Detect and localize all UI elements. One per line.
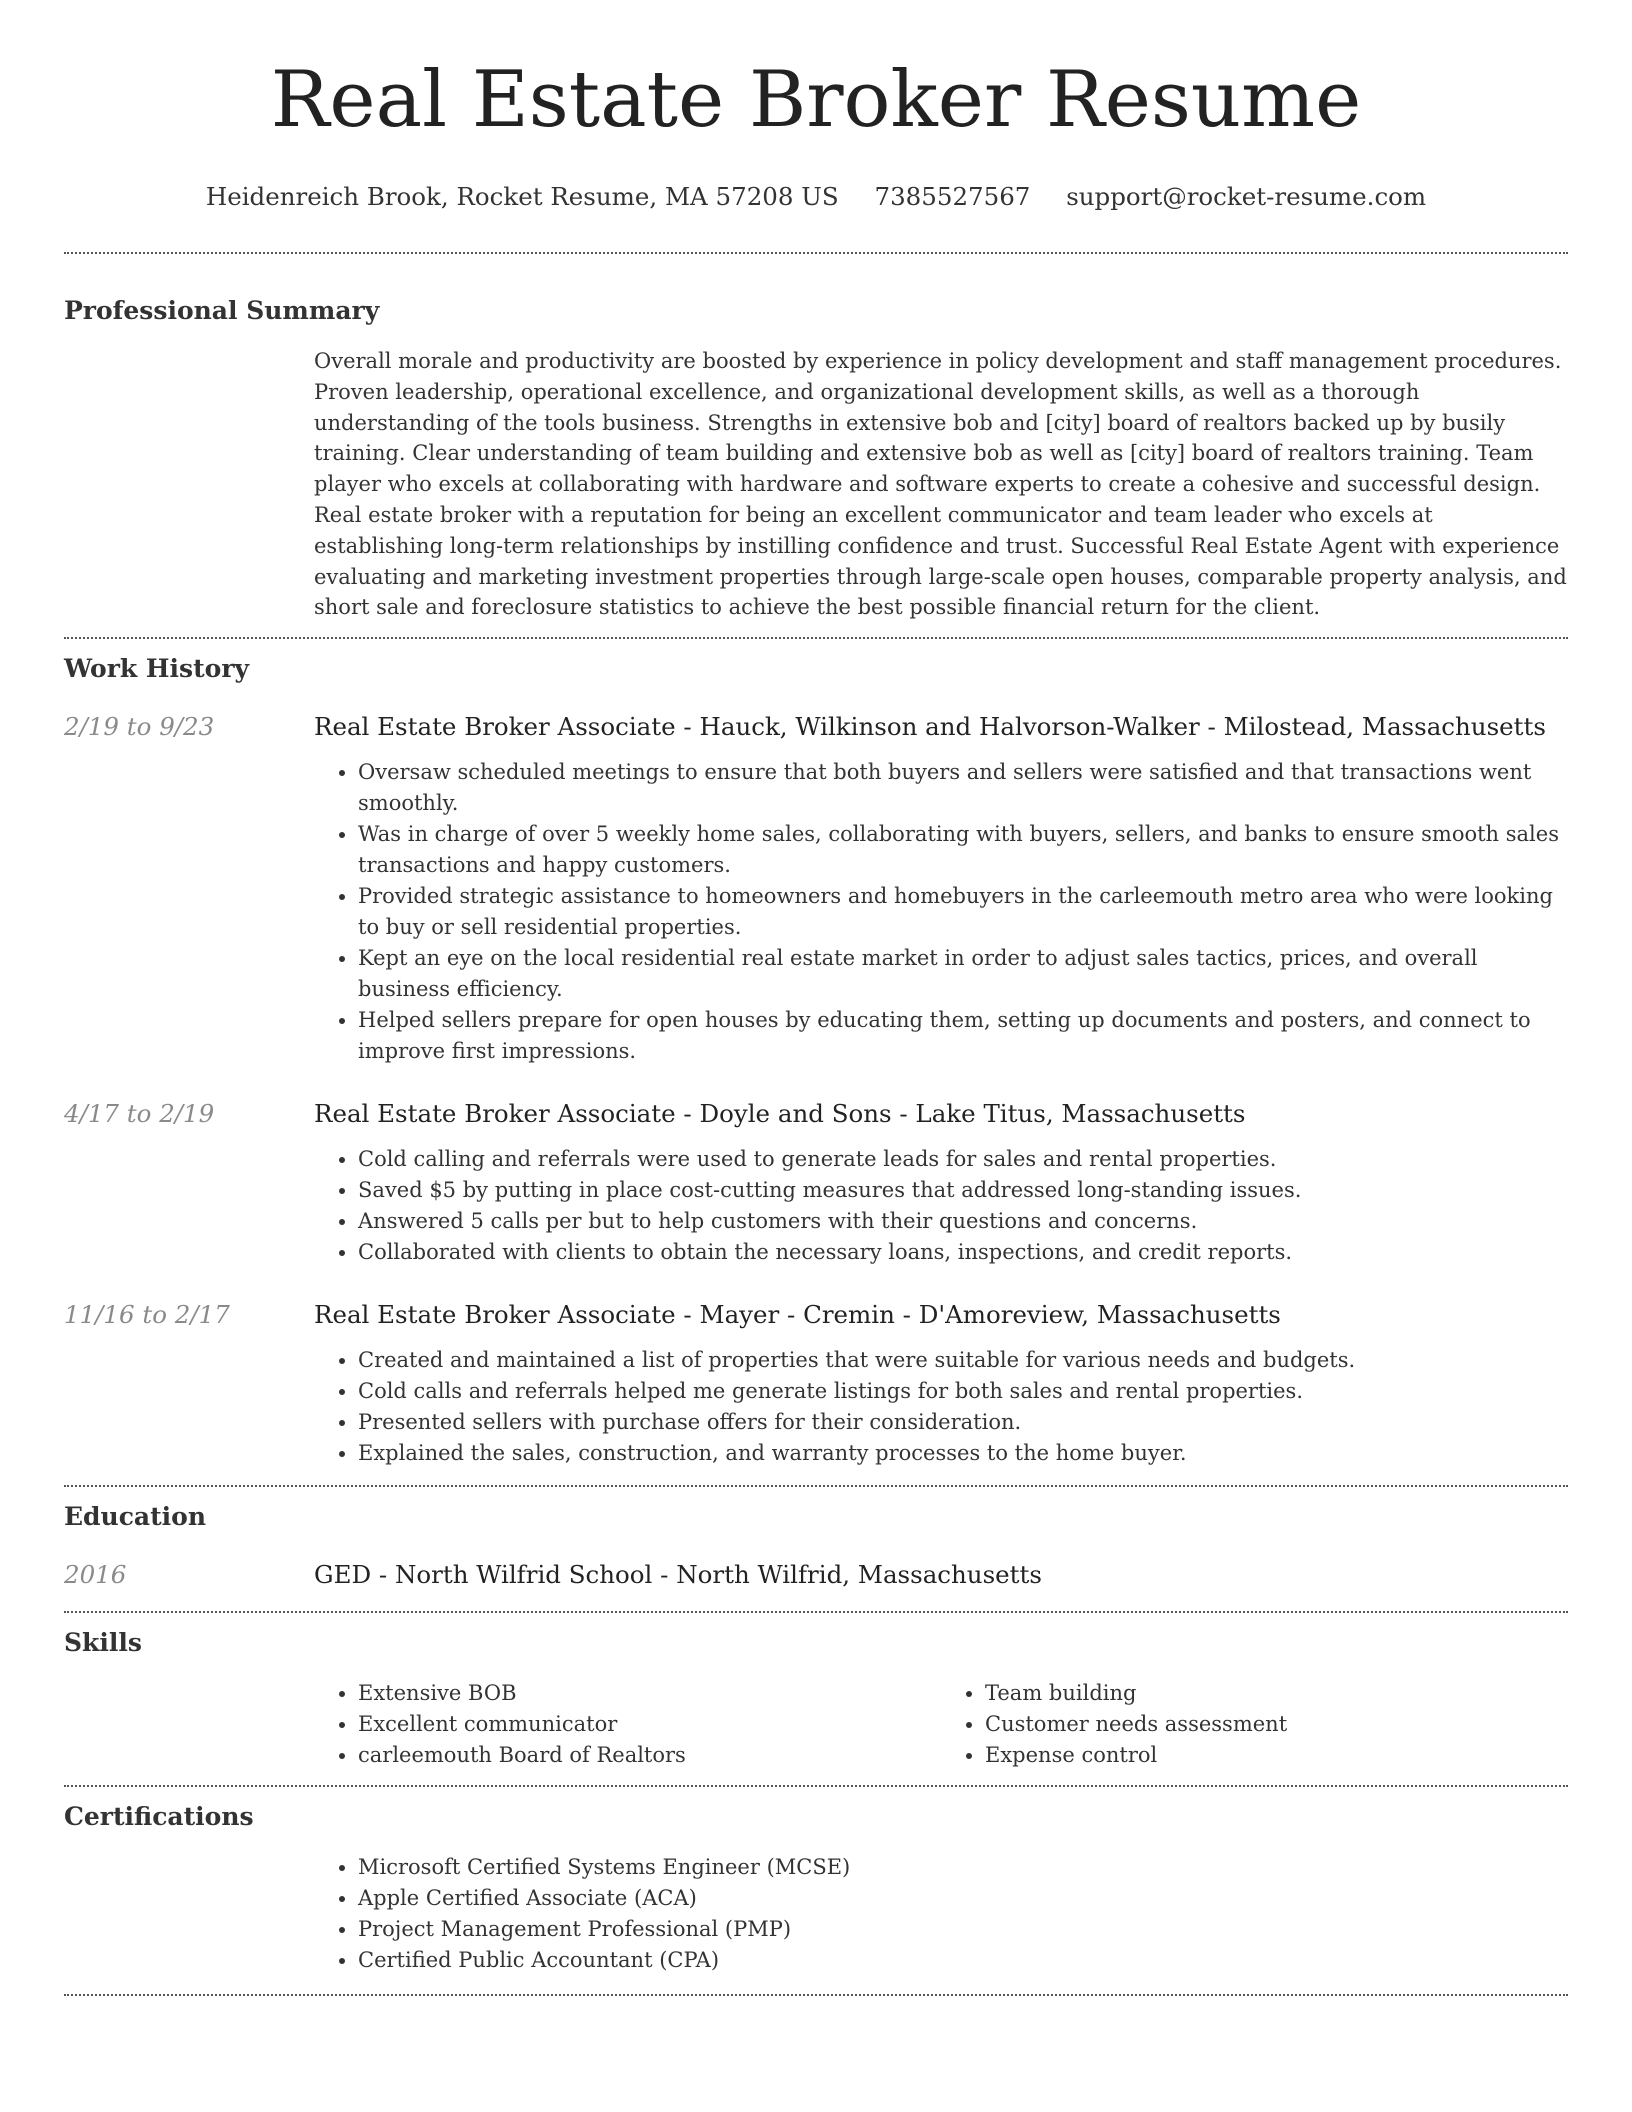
skill-item: • Extensive BOB bbox=[358, 1678, 941, 1709]
job-title: Real Estate Broker Associate - Mayer - Cremin - D'Amoreview, Massachusetts bbox=[314, 1300, 1281, 1330]
skill-item: • carleemouth Board of Realtors bbox=[358, 1740, 941, 1771]
contact-phone: 7385527567 bbox=[874, 182, 1031, 211]
job-entry bbox=[64, 1298, 1568, 1469]
certification-item: • Certified Public Accountant (CPA) bbox=[358, 1945, 1568, 1976]
job-bullet: • Helped sellers prepare for open houses by educating them, setting up documents and posters, and connect to improve first impressions. bbox=[358, 1005, 1568, 1067]
job-title: Real Estate Broker Associate - Doyle and Sons - Lake Titus, Massachusetts bbox=[314, 1099, 1246, 1129]
skills-heading: Skills bbox=[64, 1628, 142, 1658]
certification-item: • Apple Certified Associate (ACA) bbox=[358, 1883, 1568, 1914]
job-bullet: • Cold calls and referrals helped me generate listings for both sales and rental properties. bbox=[358, 1376, 1568, 1407]
summary-section bbox=[64, 294, 1568, 623]
education-year: 2016 bbox=[64, 1560, 127, 1590]
education-section bbox=[64, 1500, 1568, 1592]
certifications-list bbox=[314, 1852, 1568, 1976]
job-bullet: • Answered 5 calls per but to help customers with their questions and concerns. bbox=[358, 1206, 1568, 1237]
summary-text: Overall morale and productivity are boosted by experience in policy development and staff management procedures. Proven leadership, operational excellence, and organizational development skills, as well as a thorough understanding of the tools business. Strengths in extensive bob and [city] board of realtors backed up by busily training. Clear understanding of team building and extensive bob as well as [city] board of realtors training. Team player who excels at collaborating with hardware and software experts to create a cohesive and successful design. Real estate broker with a reputation for being an excellent communicator and team leader who excels at establishing long-term relationships by instilling confidence and trust. Successful Real Estate Agent with experience evaluating and marketing investment properties through large-scale open houses, comparable property analysis, and short sale and foreclosure statistics to achieve the best possible financial return for the client. bbox=[314, 349, 1567, 620]
skills-list-right bbox=[941, 1678, 1568, 1771]
education-title: GED - North Wilfrid School - North Wilfrid, Massachusetts bbox=[314, 1560, 1042, 1590]
section-divider bbox=[64, 1785, 1568, 1787]
certification-item: • Microsoft Certified Systems Engineer (MCSE) bbox=[358, 1852, 1568, 1883]
job-bullet: • Presented sellers with purchase offers for their consideration. bbox=[358, 1407, 1568, 1438]
job-dates: 2/19 to 9/23 bbox=[64, 712, 215, 742]
job-bullet: • Provided strategic assistance to homeowners and homebuyers in the carleemouth metro area who were looking to buy or sell residential properties. bbox=[358, 881, 1568, 943]
skill-item: • Team building bbox=[985, 1678, 1568, 1709]
job-dates: 4/17 to 2/19 bbox=[64, 1099, 215, 1129]
section-divider bbox=[64, 637, 1568, 639]
section-divider bbox=[64, 1994, 1568, 1996]
job-entry bbox=[64, 1097, 1568, 1268]
certifications-heading: Certifications bbox=[64, 1802, 254, 1832]
job-entry bbox=[64, 710, 1568, 1067]
summary-heading: Professional Summary bbox=[64, 296, 380, 325]
work-history-section bbox=[64, 652, 1568, 1469]
education-entry bbox=[64, 1558, 1568, 1592]
work-history-heading: Work History bbox=[64, 654, 250, 684]
resume-title: Real Estate Broker Resume bbox=[270, 55, 1362, 145]
resume-page bbox=[64, 0, 1568, 1996]
section-divider bbox=[64, 1485, 1568, 1487]
job-bullet: • Collaborated with clients to obtain the necessary loans, inspections, and credit reports. bbox=[358, 1237, 1568, 1268]
certification-item: • Project Management Professional (PMP) bbox=[358, 1914, 1568, 1945]
skills-list-left bbox=[314, 1678, 941, 1771]
contact-address: Heidenreich Brook, Rocket Resume, MA 57208 US bbox=[205, 182, 839, 211]
job-dates: 11/16 to 2/17 bbox=[64, 1300, 230, 1330]
job-bullet: • Oversaw scheduled meetings to ensure that both buyers and sellers were satisfied and that transactions went smoothly. bbox=[358, 757, 1568, 819]
job-bullet: • Explained the sales, construction, and warranty processes to the home buyer. bbox=[358, 1438, 1568, 1469]
job-bullet: • Created and maintained a list of properties that were suitable for various needs and budgets. bbox=[358, 1345, 1568, 1376]
contact-line bbox=[64, 182, 1568, 212]
skill-item: • Customer needs assessment bbox=[985, 1709, 1568, 1740]
section-divider bbox=[64, 252, 1568, 254]
job-bullets bbox=[314, 1144, 1568, 1268]
job-bullet: • Saved $5 by putting in place cost-cutting measures that addressed long-standing issues. bbox=[358, 1175, 1568, 1206]
section-divider bbox=[64, 1611, 1568, 1613]
job-bullet: • Was in charge of over 5 weekly home sales, collaborating with buyers, sellers, and banks to ensure smooth sales transactions and happy customers. bbox=[358, 819, 1568, 881]
certifications-section bbox=[64, 1800, 1568, 1976]
skills-section bbox=[64, 1626, 1568, 1771]
skill-item: • Excellent communicator bbox=[358, 1709, 941, 1740]
job-bullet: • Cold calling and referrals were used to generate leads for sales and rental properties. bbox=[358, 1144, 1568, 1175]
job-title: Real Estate Broker Associate - Hauck, Wilkinson and Halvorson-Walker - Milostead, Massachusetts bbox=[314, 712, 1546, 742]
job-bullets bbox=[314, 757, 1568, 1067]
job-bullet: • Kept an eye on the local residential real estate market in order to adjust sales tactics, prices, and overall business efficiency. bbox=[358, 943, 1568, 1005]
job-bullets bbox=[314, 1345, 1568, 1469]
education-heading: Education bbox=[64, 1502, 207, 1532]
skill-item: • Expense control bbox=[985, 1740, 1568, 1771]
contact-email: support@rocket-resume.com bbox=[1066, 182, 1427, 211]
